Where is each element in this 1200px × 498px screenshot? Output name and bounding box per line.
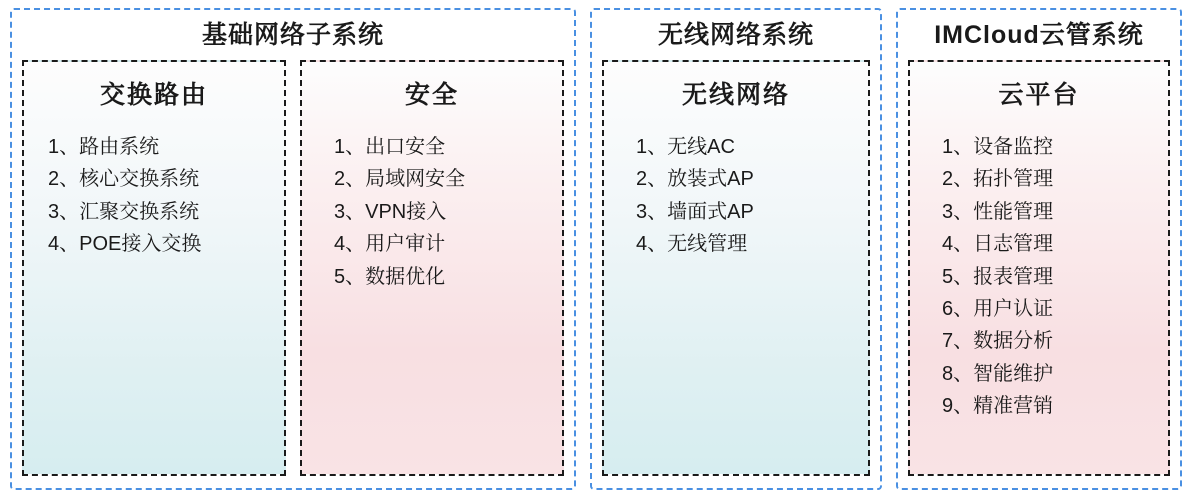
list-item: 9、精准营销 — [942, 395, 1054, 418]
list-item: 5、报表管理 — [942, 265, 1054, 288]
panel-title: 安全 — [404, 80, 459, 109]
panel-cloud-platform — [908, 60, 1170, 477]
list-item: 7、数据分析 — [942, 330, 1054, 353]
list-item: 2、局域网安全 — [334, 168, 466, 191]
list-item: 4、用户审计 — [334, 233, 446, 256]
group-imcloud-management — [896, 8, 1182, 490]
panel-item-list — [312, 131, 552, 293]
group-body — [602, 60, 870, 477]
list-item: 3、性能管理 — [942, 200, 1054, 223]
group-title: 无线网络系统 — [657, 21, 814, 49]
panel-security — [300, 60, 564, 477]
list-item: 1、出口安全 — [334, 136, 446, 158]
list-item: 2、放装式AP — [636, 168, 754, 191]
list-item: 3、墙面式AP — [636, 200, 754, 223]
group-basic-network — [10, 8, 576, 490]
panel-title: 交换路由 — [99, 80, 208, 109]
list-item: 8、智能维护 — [942, 362, 1054, 385]
list-item: 4、日志管理 — [942, 233, 1054, 256]
group-body — [22, 60, 564, 477]
panel-switch-routing — [22, 60, 286, 477]
group-title: IMCloud云管系统 — [934, 21, 1144, 49]
list-item: 4、无线管理 — [636, 233, 748, 256]
list-item: 2、拓扑管理 — [942, 168, 1054, 191]
panel-item-list — [614, 131, 858, 261]
group-wireless-network — [590, 8, 882, 490]
group-body — [908, 60, 1170, 477]
group-title: 基础网络子系统 — [201, 21, 384, 49]
list-item: 4、POE接入交换 — [48, 233, 202, 256]
panel-wireless-network — [602, 60, 870, 477]
panel-title: 云平台 — [998, 80, 1080, 109]
list-item: 1、路由系统 — [48, 136, 160, 158]
list-item: 5、数据优化 — [334, 265, 446, 288]
list-item: 1、设备监控 — [942, 136, 1054, 158]
panel-item-list — [34, 131, 274, 261]
panel-item-list — [920, 131, 1158, 423]
list-item: 3、VPN接入 — [334, 200, 447, 223]
list-item: 1、无线AC — [636, 136, 735, 158]
list-item: 3、汇聚交换系统 — [48, 200, 200, 223]
panel-title: 无线网络 — [681, 80, 790, 109]
list-item: 6、用户认证 — [942, 297, 1054, 320]
list-item: 2、核心交换系统 — [48, 168, 200, 191]
